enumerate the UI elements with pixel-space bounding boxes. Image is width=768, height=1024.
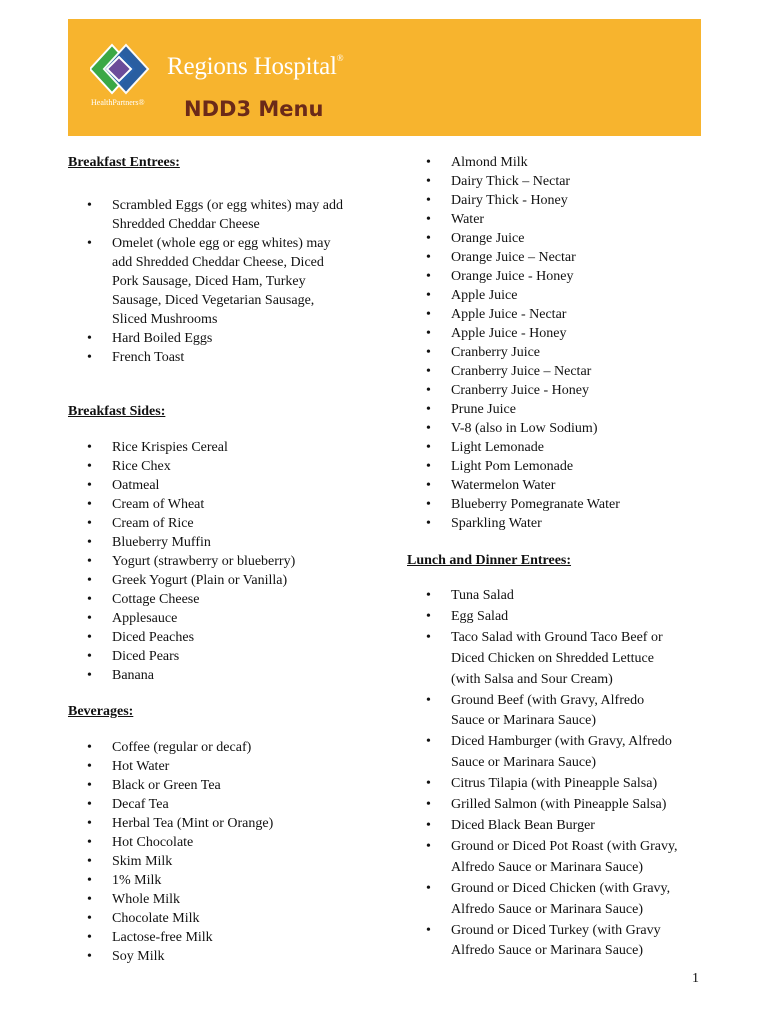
list-item: • Orange Juice <box>407 229 707 248</box>
list-item <box>68 234 398 329</box>
list-item-text: • Grilled Salmon (with Pineapple Salsa) <box>451 797 667 813</box>
lunch-dinner-heading: Lunch and Dinner Entrees: <box>407 553 572 568</box>
breakfast-sides-heading: Breakfast Sides: <box>68 404 166 419</box>
list-item: • Chocolate Milk <box>68 909 398 928</box>
list-item-text: • Hard Boiled Eggs <box>112 331 213 346</box>
list-item: • Blueberry Muffin <box>68 533 398 552</box>
list-item: • Watermelon Water <box>407 476 707 495</box>
header-banner <box>68 19 701 136</box>
list-item: • Rice Krispies Cereal <box>68 438 398 457</box>
list-item-text: • Diced Black Bean Burger <box>451 817 595 833</box>
list-item: • Oatmeal <box>68 476 398 495</box>
list-item <box>407 774 707 795</box>
list-item <box>407 732 707 774</box>
list-item-text: Sauce or Marinara Sauce) <box>451 755 596 771</box>
list-item: • Cranberry Juice – Nectar <box>407 362 707 381</box>
list-item: • Apple Juice <box>407 286 707 305</box>
list-item-text: • Ground or Diced Chicken (with Gravy, <box>451 880 671 896</box>
list-item: • Diced Pears <box>68 647 398 666</box>
list-item: • Orange Juice - Honey <box>407 267 707 286</box>
beverages-list <box>68 738 398 966</box>
list-item: • Cranberry Juice - Honey <box>407 381 707 400</box>
list-item: • Herbal Tea (Mint or Orange) <box>68 814 398 833</box>
list-item: • Light Lemonade <box>407 438 707 457</box>
list-item: • Applesauce <box>68 609 398 628</box>
list-item: • Whole Milk <box>68 890 398 909</box>
list-item <box>68 329 398 348</box>
list-item <box>68 196 398 234</box>
org-name: Regions Hospital® <box>167 53 344 80</box>
list-item: • Lactose-free Milk <box>68 928 398 947</box>
list-item: • Diced Peaches <box>68 628 398 647</box>
list-item-text: Sliced Mushrooms <box>112 312 218 327</box>
list-item: • Cottage Cheese <box>68 590 398 609</box>
list-item: • Dairy Thick – Nectar <box>407 172 707 191</box>
list-item: • Blueberry Pomegranate Water <box>407 495 707 514</box>
list-item: • Cream of Rice <box>68 514 398 533</box>
list-item-text: • Scrambled Eggs (or egg whites) may add <box>112 198 343 213</box>
list-item: • Skim Milk <box>68 852 398 871</box>
list-item: • Cranberry Juice <box>407 343 707 362</box>
list-item-text: • Tuna Salad <box>451 588 514 603</box>
list-item-text: Diced Chicken on Shredded Lettuce <box>451 650 654 666</box>
list-item <box>407 837 707 879</box>
list-item <box>407 628 707 691</box>
list-item-text: Sauce or Marinara Sauce) <box>451 713 596 729</box>
list-item-text: (with Salsa and Sour Cream) <box>451 671 613 687</box>
list-item <box>407 607 707 628</box>
regions-hospital-logo <box>90 41 160 97</box>
list-item-text: • French Toast <box>112 350 185 365</box>
list-item: • V-8 (also in Low Sodium) <box>407 419 707 438</box>
list-item-text: Alfredo Sauce or Marinara Sauce) <box>451 859 644 875</box>
lunch-dinner-list <box>407 586 707 962</box>
list-item: • Rice Chex <box>68 457 398 476</box>
list-item-text: Pork Sausage, Diced Ham, Turkey <box>112 274 306 289</box>
partner-name: HealthPartners® <box>91 98 145 107</box>
list-item: • Orange Juice – Nectar <box>407 248 707 267</box>
list-item: • Cream of Wheat <box>68 495 398 514</box>
list-item: • Apple Juice - Nectar <box>407 305 707 324</box>
list-item <box>407 816 707 837</box>
list-item: • Hot Chocolate <box>68 833 398 852</box>
list-item: • Coffee (regular or decaf) <box>68 738 398 757</box>
list-item: • Yogurt (strawberry or blueberry) <box>68 552 398 571</box>
list-item: • Sparkling Water <box>407 514 707 533</box>
list-item: • Water <box>407 210 707 229</box>
list-item-text: • Ground Beef (with Gravy, Alfredo <box>451 692 645 708</box>
list-item: • Prune Juice <box>407 400 707 419</box>
list-item-text: Shredded Cheddar Cheese <box>112 217 260 232</box>
list-item <box>407 879 707 921</box>
list-item-text: add Shredded Cheddar Cheese, Diced <box>112 255 324 270</box>
list-item-text: • Diced Hamburger (with Gravy, Alfredo <box>451 734 672 750</box>
list-item <box>407 921 707 963</box>
breakfast-entrees-list <box>68 196 398 367</box>
list-item: • Apple Juice - Honey <box>407 324 707 343</box>
breakfast-entrees-heading: Breakfast Entrees: <box>68 155 180 170</box>
list-item <box>407 586 707 607</box>
left-column <box>68 153 398 966</box>
list-item: • Dairy Thick - Honey <box>407 191 707 210</box>
breakfast-sides-list <box>68 438 398 685</box>
list-item: • Light Pom Lemonade <box>407 457 707 476</box>
page-title: NDD3 Menu <box>184 97 324 121</box>
list-item: • Banana <box>68 666 398 685</box>
list-item: • Hot Water <box>68 757 398 776</box>
list-item-text: Alfredo Sauce or Marinara Sauce) <box>451 943 644 959</box>
list-item-text: • Ground or Diced Turkey (with Gravy <box>451 922 661 938</box>
list-item-text: Sausage, Diced Vegetarian Sausage, <box>112 293 315 308</box>
list-item-text: • Taco Salad with Ground Taco Beef or <box>451 629 663 645</box>
list-item-text: • Egg Salad <box>451 608 509 624</box>
beverages-heading: Beverages: <box>68 704 134 719</box>
beverages-continued-list <box>407 153 707 533</box>
list-item-text: • Omelet (whole egg or egg whites) may <box>112 236 331 251</box>
right-column <box>407 153 707 962</box>
page-number: 1 <box>692 971 699 986</box>
list-item: • Almond Milk <box>407 153 707 172</box>
list-item-text: • Ground or Diced Pot Roast (with Gravy, <box>451 838 678 854</box>
list-item <box>407 795 707 816</box>
list-item <box>68 348 398 367</box>
list-item: • Greek Yogurt (Plain or Vanilla) <box>68 571 398 590</box>
list-item-text: • Citrus Tilapia (with Pineapple Salsa) <box>451 776 658 792</box>
list-item: • Black or Green Tea <box>68 776 398 795</box>
list-item: • 1% Milk <box>68 871 398 890</box>
list-item: • Soy Milk <box>68 947 398 966</box>
list-item: • Decaf Tea <box>68 795 398 814</box>
list-item-text: Alfredo Sauce or Marinara Sauce) <box>451 901 644 917</box>
list-item <box>407 691 707 733</box>
